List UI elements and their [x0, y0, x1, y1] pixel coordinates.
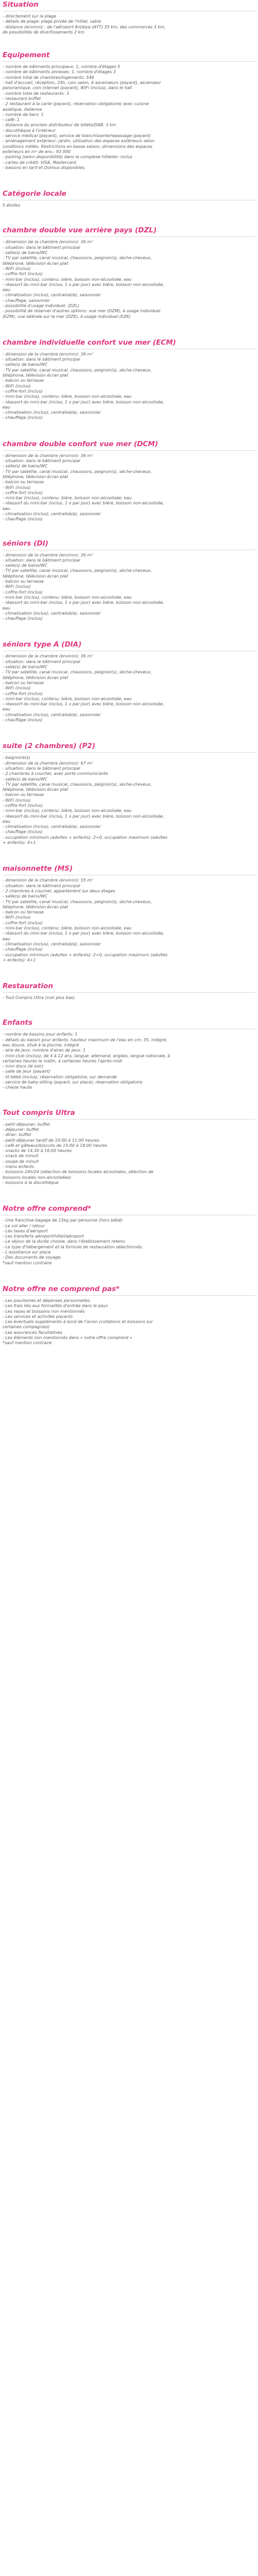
text-line: - WiFi (inclus) — [3, 266, 31, 271]
text-line: - boissons 24h/24 (sélection de boissons locales alcoolisées, sélection de — [3, 1170, 154, 1175]
text-line: - petit-déjeuner tardif de 10:00 à 11:00 heures — [3, 1138, 100, 1143]
text-line: - TV par satellite, canal musical, chaussons, peignoir(s), sèche-cheveux, — [3, 899, 152, 904]
text-line: - salle(s) de bains/WC — [3, 894, 47, 899]
text-line: - chauffage (inclus) — [3, 616, 43, 621]
text-line: - balcon ou terrasse — [3, 680, 44, 685]
text-line: - Les transferts aéroport/hôtel/aéroport. — [3, 1234, 85, 1239]
section-body — [3, 453, 255, 522]
text-line: téléphone, télévision écran plat — [3, 573, 68, 579]
text-line: - distance (environ) : de l'aéroport Antalya (AYT) 35 km, des commerces 3 km, — [3, 24, 166, 29]
text-line: - réassort du mini-bar (inclus, 1 x par jour) avec bière, boisson non-alcoolisée, — [3, 931, 164, 936]
text-line: - chauffage, saisonnier — [3, 298, 50, 303]
text-line: eau — [3, 404, 10, 410]
text-line: - dimension de la chambre (environ): 36 m² — [3, 351, 93, 357]
text-line: téléphone, télévision écran plat — [3, 787, 68, 792]
text-line: - discothèque à l'intérieur — [3, 128, 56, 133]
section-body — [3, 240, 255, 319]
text-line: *sauf mention contraire — [3, 1260, 52, 1265]
text-line: eau — [3, 819, 10, 824]
text-line: - réassort du mini-bar (inclus, 1 x par jour) avec bière, boisson non-alcoolisée, — [3, 282, 164, 287]
text-line: - Les éventuels suppléments à bord de l'avion (collations et boissons sur — [3, 1319, 153, 1325]
text-line: - climatisation (inclus), centralisé(e), saisonnier — [3, 941, 101, 946]
text-line: - réassort du mini-bar (inclus, 1 x par jour) avec bière, boisson non-alcoolisée, — [3, 501, 164, 506]
text-line: - Les services et activités payants — [3, 1314, 73, 1319]
text-line: - coffre-fort (inclus) — [3, 691, 43, 696]
text-line: - salle de jeux (payant) — [3, 1069, 51, 1074]
text-line: - TV par satellite, canal musical, chaussons, peignoir(s), sèche-cheveux, — [3, 469, 152, 474]
text-line: (EZM), vue latérale sur la mer (DZK), à usage individuel (EZK) — [3, 314, 131, 319]
text-line: - salle(s) de bains/WC — [3, 362, 47, 367]
text-line: - mini-bar (inclus), contenu: bière, boisson non-alcoolisée, eau — [3, 277, 132, 282]
text-line: - réassort du mini-bar (inclus, 1 x par jour) avec bière, boisson non-alcoolisée, — [3, 399, 164, 404]
text-line: conditions météo. Restrictions en basse saison, dimensions des espaces — [3, 144, 153, 149]
text-line: - coffre-fort (inclus) — [3, 589, 43, 595]
text-line: téléphone, télévision écran plat — [3, 474, 68, 479]
text-line: - occupation minimum (adultes + enfants): 2+0, occupation maximum (adultes — [3, 952, 168, 957]
text-line: - WiFi (inclus) — [3, 383, 31, 388]
text-line: - balcon ou terrasse — [3, 480, 44, 485]
text-line: - coffre-fort (inclus) — [3, 388, 43, 394]
section-title: Catégorie locale — [3, 190, 67, 198]
text-line: - 2 chambres à coucher, appartement sur deux étages — [3, 888, 116, 893]
section-title: Notre offre comprend* — [3, 1205, 91, 1213]
text-line: - détails de plage: plage privée de l'hôtel, sable — [3, 19, 101, 24]
text-line: - coffre-fort (inclus) — [3, 272, 43, 277]
text-line: - service de baby-sitting (payant, sur place), réservation obligatoire — [3, 1080, 142, 1085]
text-line: - dimension de la chambre (environ): 36 m² — [3, 453, 93, 458]
section-ultra — [3, 1108, 255, 1186]
text-line: - lit bébé (inclus), réservation obligatoire, sur demande — [3, 1074, 117, 1079]
text-line: - 2 restaurant à la carte (payant), réservation obligatoire) avec cuisine — [3, 101, 149, 107]
text-line: - chauffage (inclus) — [3, 517, 43, 522]
text-line: - nombre total de chambres/logements: 546 — [3, 75, 94, 80]
section-maisonnette — [3, 864, 255, 963]
text-line: - snacks de 14:30 à 16:00 heures — [3, 1148, 72, 1154]
text-line: - Les éléments non mentionnés dans « notre offre comprend » — [3, 1335, 133, 1340]
text-line: - mini disco (le soir) — [3, 1064, 44, 1069]
text-line: eau — [3, 707, 10, 712]
section-notre-offre — [3, 1204, 255, 1266]
section-categorie — [3, 189, 255, 208]
text-line: - 2 chambres à coucher, avec porte communicante — [3, 771, 108, 776]
text-line: certaines heures le matin, à certaines heures l'après-midi — [3, 1058, 122, 1063]
text-line: - mini-bar (inclus), contenu: bière, boisson non-alcoolisée, eau — [3, 496, 132, 501]
text-line: - Les taxes d'aéroport — [3, 1228, 48, 1233]
section-body — [3, 878, 255, 963]
text-line: - réassort du mini-bar (inclus, 1 x par jour) avec bière, boisson non-alcoolisée, — [3, 814, 164, 819]
text-line: + enfants): 4+1 — [3, 840, 36, 845]
text-line: - mini-bar (inclus), contenu: bière, boisson non-alcoolisée, eau — [3, 926, 132, 931]
text-line: - dimension de la chambre (environ): 55 m² — [3, 878, 93, 883]
section-title: Notre offre ne comprend pas* — [3, 1284, 120, 1293]
text-line: - Les frais liés aux formalités d'entrée dans le pays — [3, 1303, 108, 1309]
text-line: - service médical (payant), service de blanchisserie/repassage (payant) — [3, 133, 151, 139]
text-line: de possibilités de divertissements 2 km — [3, 29, 85, 35]
text-line: - salle(s) de bains/WC — [3, 563, 47, 568]
text-line: - balcon ou terrasse — [3, 579, 44, 584]
section-title: séniors type A (DIA) — [3, 640, 82, 649]
section-divider — [3, 1295, 255, 1296]
text-line: - salle(s) de bains/WC — [3, 250, 47, 256]
text-line: - aménagement extérieur: jardin, utilisation des espaces extérieurs selon — [3, 139, 155, 144]
text-line: - nombre de bassins pour enfants: 1 — [3, 1032, 78, 1037]
section-body — [3, 553, 255, 622]
text-line: - climatisation (inclus), centralisé(e), saisonnier — [3, 824, 101, 829]
text-line: - dimension de la chambre (environ): 36 m² — [3, 240, 93, 245]
text-line: - menu enfants — [3, 1164, 34, 1170]
text-line: - Une franchise bagage de 15kg par personne (hors bébé) — [3, 1218, 123, 1223]
section-divider — [3, 61, 255, 62]
section-divider — [3, 450, 255, 451]
text-line: - chauffage (inclus) — [3, 415, 43, 420]
section-divider — [3, 752, 255, 753]
text-line: - mini-club (inclus), de 4 à 12 ans, langue: allemand, anglais, langue nationale, à — [3, 1053, 170, 1058]
text-line: - petit-déjeuner: buffet — [3, 1122, 50, 1127]
section-enfants — [3, 1018, 255, 1090]
section-individuelle-confort — [3, 338, 255, 421]
text-line: eau — [3, 506, 10, 511]
text-line: - situation: dans le bâtiment principal — [3, 766, 80, 771]
text-line: - chauffage (inclus) — [3, 718, 43, 723]
text-line: - Le séjour de la durée choisie, dans l'établissement retenu — [3, 1239, 125, 1244]
section-equipement — [3, 50, 255, 171]
section-body — [3, 64, 255, 171]
section-restauration — [3, 981, 255, 1001]
text-line: - WiFi (inclus) — [3, 915, 31, 920]
text-line: - aire de jeux: nombre d'aires de jeux: 1 — [3, 1048, 86, 1053]
section-title: chambre double confort vue mer (DCM) — [3, 439, 158, 448]
section-seniors — [3, 539, 255, 622]
text-line: asiatique, italienne — [3, 107, 42, 112]
text-line: - situation: dans le bâtiment principal — [3, 659, 80, 664]
section-body — [3, 1122, 255, 1186]
section-body — [3, 203, 255, 208]
text-line: + enfants): 4+1 — [3, 957, 36, 962]
text-line: - balcon ou terrasse — [3, 792, 44, 798]
text-line: - boissons à la discothèque — [3, 1180, 59, 1185]
text-line: - WiFi (inclus) — [3, 485, 31, 490]
text-line: - salle(s) de bains/WC — [3, 776, 47, 782]
text-line: - mini-bar (inclus), contenu: bière, boisson non-alcoolisée, eau — [3, 394, 132, 399]
text-line: - TV par satellite, canal musical, chaussons, peignoir(s), sèche-cheveux, — [3, 568, 152, 573]
text-line: - nombre total de restaurants: 3 — [3, 91, 69, 96]
text-line: - chauffage (inclus) — [3, 947, 43, 952]
section-suite-2 — [3, 741, 255, 845]
section-body — [3, 1032, 255, 1090]
text-line: eau — [3, 605, 10, 611]
section-title: Restauration — [3, 982, 53, 991]
text-line: - coffre-fort (inclus) — [3, 490, 43, 495]
text-line: extérieurs en m² de env.: 93 000 — [3, 149, 71, 154]
text-line: - L'assistance sur place — [3, 1250, 51, 1255]
text-line: - TV par satellite, canal musical, chaussons, peignoir(s), sèche-cheveux, — [3, 782, 152, 787]
text-line: - coffre-fort (inclus) — [3, 920, 43, 925]
text-line: - dîner: buffet — [3, 1132, 31, 1138]
text-line: - chaise haute — [3, 1085, 32, 1090]
section-title: Tout compris Ultra — [3, 1108, 75, 1117]
section-divider — [3, 1119, 255, 1120]
section-title: maisonnette (MS) — [3, 865, 73, 873]
section-body — [3, 995, 255, 1001]
section-body — [3, 14, 255, 35]
section-situation — [3, 0, 255, 35]
text-line: - possibilité de réserver d'autres options: vue mer (DZM), à usage individuel — [3, 309, 160, 314]
section-double-vue-arriere — [3, 226, 255, 319]
text-line: - soupe de minuit — [3, 1159, 39, 1164]
text-line: - possibilité d'usage individuel, (DZL) — [3, 303, 79, 308]
text-line: - déjeuner: buffet — [3, 1127, 39, 1132]
text-line: - Tout Compris Ultra (voir plus bas) — [3, 995, 75, 1001]
text-line: - TV par satellite, canal musical, chaussons, peignoir(s), sèche-cheveux, — [3, 256, 152, 261]
text-line: - TV par satellite, canal musical, chaussons, peignoir(s), sèche-cheveux, — [3, 670, 152, 675]
section-divider — [3, 992, 255, 993]
text-line: eau — [3, 936, 10, 941]
text-line: téléphone, télévision écran plat — [3, 675, 68, 680]
text-line: - WiFi (inclus) — [3, 584, 31, 589]
text-line: - nombre de bâtiments principaux: 1, nombre d'étages 5 — [3, 64, 120, 70]
section-body — [3, 1298, 255, 1346]
text-line: - coffre-fort (inclus) — [3, 803, 43, 808]
text-line: - WiFi (inclus) — [3, 798, 31, 803]
text-line: - TV par satellite, canal musical, chaussons, peignoir(s), sèche-cheveux, — [3, 367, 152, 372]
section-title: Situation — [3, 1, 39, 9]
section-title: Enfants — [3, 1019, 33, 1027]
text-line: - Les repas et boissons non mentionnés — [3, 1309, 85, 1314]
text-line: - balcon ou terrasse — [3, 910, 44, 915]
section-divider — [3, 236, 255, 237]
text-line: *sauf mention contraire — [3, 1341, 52, 1346]
text-line: - réassort du mini-bar (inclus, 1 x par jour) avec bière, boisson non-alcoolisée, — [3, 600, 164, 605]
text-line: eau douce, situé à la piscine, intégré — [3, 1043, 79, 1047]
section-title: séniors (DI) — [3, 539, 49, 548]
text-line: - Les pourboires et dépenses personnelles — [3, 1298, 90, 1303]
text-line: - occupation minimum (adultes + enfants): 2+0, occupation maximum (adultes — [3, 835, 168, 840]
text-line: - salle(s) de bains/WC — [3, 464, 47, 469]
text-line: certaines compagnies) — [3, 1325, 50, 1330]
section-title: chambre double vue arrière pays (DZL) — [3, 226, 157, 235]
section-ne-comprend-pas — [3, 1284, 255, 1346]
text-line: téléphone, télévision écran plat — [3, 261, 68, 266]
text-line: - Les assurances facultatives — [3, 1330, 62, 1335]
text-line: - snack de minuit — [3, 1154, 39, 1159]
text-line: - café et gâteaux/biscuits de 15:00 à 18:00 heures — [3, 1143, 107, 1148]
section-body — [3, 755, 255, 845]
text-line: téléphone, télévision écran plat — [3, 373, 68, 378]
text-line: - réassort du mini-bar (inclus, 1 x par jour) avec bière, boisson non-alcoolisée, — [3, 702, 164, 707]
text-line: - situation: dans le bâtiment principal — [3, 883, 80, 888]
text-line: - distance du proclain distributeur de billets/DAB: 3 km — [3, 123, 117, 128]
text-line: - nombre de bars: 1 — [3, 112, 44, 117]
text-line: - dimension de la chambre (environ): 67 m² — [3, 760, 93, 766]
text-line: - Le vol aller / retour — [3, 1223, 45, 1228]
text-line: - Des documents de voyage. — [3, 1255, 62, 1260]
section-title: Equipement — [3, 51, 50, 60]
text-line: - chauffage (inclus) — [3, 829, 43, 835]
text-line: - restaurant buffet — [3, 96, 41, 101]
text-line: panoramique, coin internet (payant), WiFi (inclus), dans le hall — [3, 86, 132, 91]
text-line: - mini-bar (inclus), contenu: bière, boisson non-alcoolisée, eau — [3, 808, 132, 814]
text-line: - café: 1 — [3, 117, 20, 123]
text-line: - parking (selon disponibilité) dans le complexe hôtelier: inclus — [3, 155, 133, 160]
section-seniors-a — [3, 640, 255, 723]
text-line: - mini-bar (inclus), contenu: bière, boisson non-alcoolisée, eau — [3, 696, 132, 701]
text-line: téléphone, télévision écran plat — [3, 904, 68, 909]
text-line: - climatisation (inclus), centralisé(e), saisonnier — [3, 410, 101, 415]
text-line: - climatisation (inclus), centralisé(e), saisonnier — [3, 293, 101, 298]
text-line: - hall d'accueil, réception, 24h, coin salon, 6 ascenseurs (payant), ascenseur — [3, 80, 162, 86]
text-line: - situation: dans le bâtiment principal — [3, 557, 80, 563]
text-line: - directement sur la plage — [3, 14, 56, 19]
text-line: - nombre de bâtiments annexes: 1, nombre d'étages 3 — [3, 70, 116, 75]
section-double-confort — [3, 439, 255, 522]
text-line: - climatisation (inclus), centralisé(e), saisonnier — [3, 712, 101, 717]
text-line: - climatisation (inclus), centralisé(e), saisonnier — [3, 512, 101, 516]
text-line: - balcon ou terrasse — [3, 378, 44, 383]
text-line: boissons locales non-alcoolisées) — [3, 1175, 71, 1180]
text-line: 5 étoiles — [3, 203, 21, 208]
text-line: - situation: dans le bâtiment principal — [3, 357, 80, 362]
section-title: chambre individuelle confort vue mer (ECM) — [3, 338, 176, 347]
section-body — [3, 352, 255, 421]
section-body — [3, 654, 255, 723]
text-line: - salle(s) de bains/WC — [3, 665, 47, 670]
text-line: - situation: dans le bâtiment principal — [3, 459, 80, 464]
section-title: suite (2 chambres) (P2) — [3, 742, 95, 751]
text-line: - climatisation (inclus), centralisé(e), saisonnier — [3, 611, 101, 616]
text-line: - dimension de la chambre (environ): 36 m² — [3, 552, 93, 557]
text-line: - détails du bassin pour enfants: hauteur maximum de l'eau en cm: 35, intégré, — [3, 1037, 168, 1042]
text-line: - Le type d'hébergement et la formule de restauration sélectionnés. — [3, 1244, 143, 1249]
text-line: - baignoire(s) — [3, 755, 30, 760]
section-body — [3, 1218, 255, 1266]
text-line: - mini-bar (inclus), contenu: bière, boisson non-alcoolisée, eau — [3, 595, 132, 600]
text-line: - cartes de crédit: VISA, Mastercard — [3, 160, 76, 165]
text-line: eau — [3, 287, 10, 293]
text-line: - situation: dans le bâtiment principal — [3, 245, 80, 250]
text-line: - dimension de la chambre (environ): 36 m² — [3, 654, 93, 659]
text-line: - WiFi (inclus) — [3, 686, 31, 691]
text-line: - baisons en tarif et Dolmus disponibles. — [3, 165, 86, 170]
